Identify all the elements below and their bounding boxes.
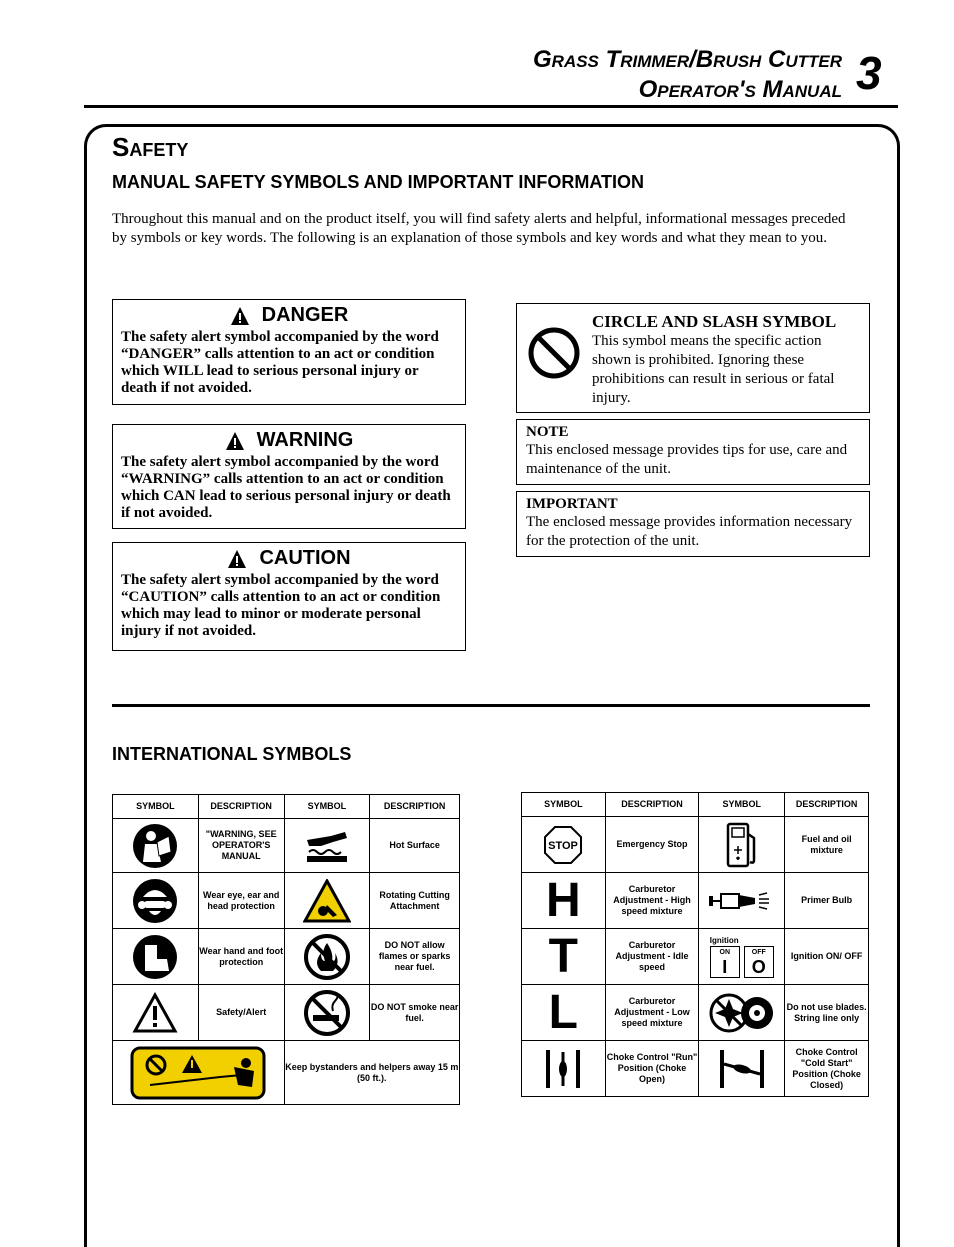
table-row xyxy=(522,929,869,985)
note-text: This enclosed message provides tips for use, care and maintenance of the unit. xyxy=(526,442,848,477)
off-label: OFF xyxy=(751,949,766,956)
warning-box xyxy=(112,424,466,529)
eye-ear-head-protection-icon xyxy=(131,877,179,925)
symbol-description: Ignition ON/ OFF xyxy=(785,929,869,985)
col-header-description: DESCRIPTION xyxy=(370,795,460,819)
alert-triangle-icon xyxy=(225,431,245,451)
symbol-description: Choke Control "Cold Start" Position (Choke Closed) xyxy=(785,1041,869,1097)
ignition-switch-icon xyxy=(710,935,774,978)
col-header-description: DESCRIPTION xyxy=(785,793,869,817)
hot-surface-icon xyxy=(301,826,353,866)
symbols-table-left xyxy=(112,794,460,1105)
danger-label: DANGER xyxy=(261,304,349,326)
stop-sign-text: STOP xyxy=(548,839,579,852)
symbol-description: Keep bystanders and helpers away 15 m (50 ft.). xyxy=(284,1041,459,1105)
note-box xyxy=(516,419,870,485)
page-number: 3 xyxy=(856,47,882,99)
no-smoking-icon xyxy=(303,989,351,1037)
danger-text: The safety alert symbol accompanied by the word “DANGER” calls attention to an act or condition which WILL lead to serious personal injury or death if not avoided. xyxy=(121,329,439,396)
symbol-description: Wear eye, ear and head protection xyxy=(198,873,284,929)
table-row xyxy=(522,873,869,929)
symbol-description: Wear hand and foot protection xyxy=(198,929,284,985)
manual-title-line2: Operator's Manual xyxy=(638,76,842,103)
symbol-description: Rotating Cutting Attachment xyxy=(370,873,460,929)
symbol-description: Carburetor Adjustment - High speed mixture xyxy=(605,873,699,929)
table-row xyxy=(522,817,869,873)
symbol-description: Carburetor Adjustment - Idle speed xyxy=(605,929,699,985)
col-header-symbol: SYMBOL xyxy=(522,793,606,817)
ignition-label: Ignition xyxy=(709,936,739,945)
high-speed-letter-icon: H xyxy=(522,873,606,929)
primer-bulb-icon xyxy=(707,889,777,913)
circle-slash-text: This symbol means the specific action shown is prohibited. Ignoring these prohibitions can result in serious or fatal injury. xyxy=(592,333,835,406)
col-header-description: DESCRIPTION xyxy=(198,795,284,819)
hand-foot-protection-icon xyxy=(131,933,179,981)
intro-paragraph: Throughout this manual and on the product itself, you will find safety alerts and helpful, informational messages preceded by symbols or key words. The following is an explanation of those symbols and key words and what they mean to you. xyxy=(112,211,846,246)
table-row xyxy=(522,985,869,1041)
idle-speed-letter-icon: T xyxy=(522,929,606,985)
low-speed-letter-icon: L xyxy=(522,985,606,1041)
section-title: Safety xyxy=(112,132,189,162)
manual-title-line1: Grass Trimmer/Brush Cutter xyxy=(533,46,842,73)
important-text: The enclosed message provides information necessary for the protection of the unit. xyxy=(526,514,853,549)
col-header-description: DESCRIPTION xyxy=(605,793,699,817)
caution-box xyxy=(112,542,466,651)
note-title: NOTE xyxy=(526,424,569,440)
alert-triangle-icon xyxy=(230,306,250,326)
symbol-description: Safety/Alert xyxy=(198,985,284,1041)
circle-slash-title: CIRCLE AND SLASH SYMBOL xyxy=(592,312,837,331)
stop-sign-icon xyxy=(543,825,583,865)
table-row xyxy=(113,985,460,1041)
symbol-description: Primer Bulb xyxy=(785,873,869,929)
symbol-description: Carburetor Adjustment - Low speed mixture xyxy=(605,985,699,1041)
important-box xyxy=(516,491,870,557)
table-row xyxy=(113,873,460,929)
symbol-description: Emergency Stop xyxy=(605,817,699,873)
col-header-symbol: SYMBOL xyxy=(113,795,199,819)
symbol-description: Do not use blades. String line only xyxy=(785,985,869,1041)
prohibited-icon xyxy=(527,326,581,380)
symbol-description: Choke Control "Run" Position (Choke Open) xyxy=(605,1041,699,1097)
safety-alert-icon xyxy=(132,992,178,1034)
table-row xyxy=(113,1041,460,1105)
col-header-symbol: SYMBOL xyxy=(284,795,370,819)
alert-triangle-icon xyxy=(227,549,247,569)
fuel-pump-icon xyxy=(722,820,762,870)
danger-box xyxy=(112,299,466,405)
important-title: IMPORTANT xyxy=(526,496,618,512)
symbol-description: Hot Surface xyxy=(370,819,460,873)
rotating-cutting-attachment-icon xyxy=(303,879,351,923)
read-manual-icon xyxy=(131,822,179,870)
caution-text: The safety alert symbol accompanied by the word “CAUTION” calls attention to an act or condition which may lead to minor or moderate personal injury if not avoided. xyxy=(121,572,441,639)
col-header-symbol: SYMBOL xyxy=(699,793,785,817)
off-glyph: O xyxy=(751,957,766,977)
international-symbols-title: INTERNATIONAL SYMBOLS xyxy=(112,744,352,764)
section-subtitle: MANUAL SAFETY SYMBOLS AND IMPORTANT INFORMATION xyxy=(112,172,644,192)
choke-closed-icon xyxy=(714,1046,770,1092)
caution-label: CAUTION xyxy=(259,547,351,569)
header-rule xyxy=(84,105,898,108)
warning-label: WARNING xyxy=(256,429,354,451)
warning-text: The safety alert symbol accompanied by the word “WARNING” calls attention to an act or condition which CAN lead to serious personal injury or death if not avoided. xyxy=(121,454,451,521)
on-glyph: I xyxy=(722,957,728,977)
keep-bystanders-away-icon xyxy=(130,1045,266,1101)
symbol-description: DO NOT smoke near fuel. xyxy=(370,985,460,1041)
symbols-table-right xyxy=(521,792,869,1097)
table-row xyxy=(113,929,460,985)
section-divider xyxy=(112,704,870,707)
circle-slash-box xyxy=(516,303,870,413)
symbol-description: DO NOT allow flames or sparks near fuel. xyxy=(370,929,460,985)
no-flames-icon xyxy=(303,933,351,981)
on-label: ON xyxy=(719,949,730,956)
symbol-description: "WARNING, SEE OPERATOR'S MANUAL xyxy=(198,819,284,873)
symbol-description: Fuel and oil mixture xyxy=(785,817,869,873)
table-row xyxy=(113,819,460,873)
no-blades-icon xyxy=(709,991,775,1035)
table-row xyxy=(522,1041,869,1097)
choke-open-icon xyxy=(540,1046,586,1092)
